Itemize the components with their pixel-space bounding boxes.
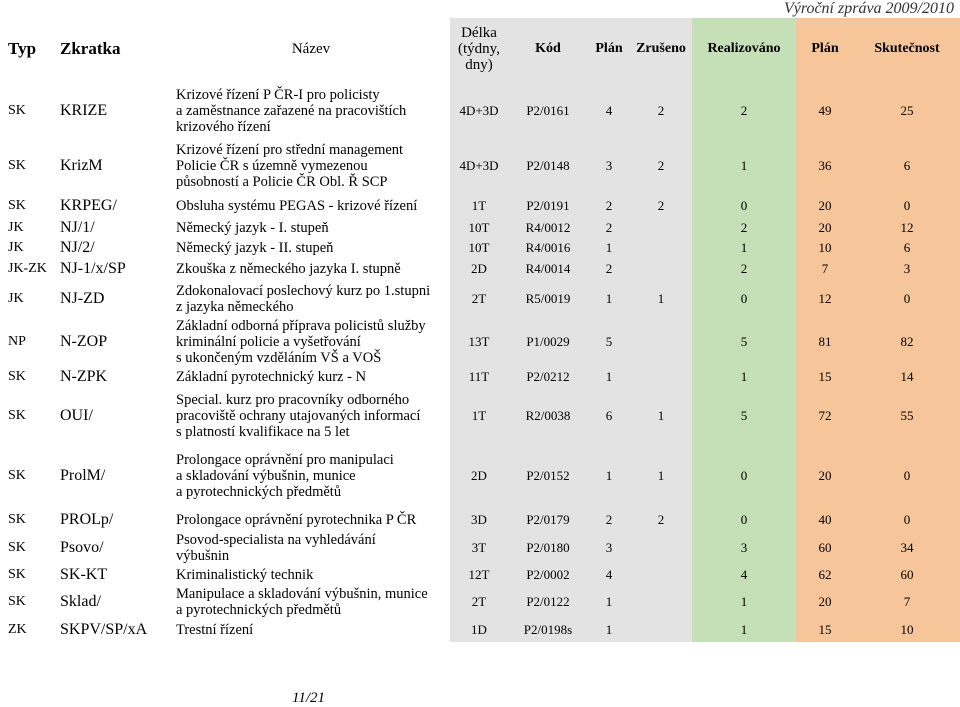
cell-delka: 11T [450, 366, 508, 388]
cell-zkratka: OUI/ [60, 407, 93, 424]
course-name-line: Základní odborná příprava policistů služby [176, 318, 426, 334]
course-name-line: Trestní řízení [176, 622, 254, 638]
cell-zruseno: 2 [630, 80, 692, 142]
cell-delka: 3D [450, 508, 508, 532]
cell-plan: 1 [588, 238, 630, 258]
cell-zkratka: SK-KT [60, 566, 108, 583]
cell-skutecnost: 82 [854, 318, 960, 366]
cell-zkratka: N-ZPK [60, 368, 108, 385]
col-realizovano: Realizováno [692, 18, 796, 80]
cell-delka: 2T [450, 586, 508, 618]
col-plan: Plán [588, 18, 630, 80]
cell-realizovano: 3 [692, 532, 796, 564]
cell-zruseno: 2 [630, 508, 692, 532]
cell-plan: 6 [588, 388, 630, 444]
course-name-line: Krizové řízení pro střední management [176, 142, 404, 158]
cell-zkratka: NJ-1/x/SP [60, 260, 126, 277]
cell-plan: 2 [588, 258, 630, 280]
table-row [0, 318, 960, 366]
table-row [0, 618, 960, 642]
course-name-line: působností a Policie ČR Obl. Ř SCP [176, 174, 388, 190]
col-zruseno: Zrušeno [630, 18, 692, 80]
cell-realizovano: 2 [692, 218, 796, 238]
cell-typ: ZK [8, 622, 27, 637]
cell-zkratka: KRIZE [60, 102, 108, 119]
course-name-line: Krizové řízení P ČR-I pro policisty [176, 87, 380, 103]
cell-plan: 2 [588, 194, 630, 218]
cell-skutecnost: 12 [854, 218, 960, 238]
cell-plan: 1 [588, 280, 630, 318]
cell-realizovano: 2 [692, 80, 796, 142]
cell-nazev [172, 366, 450, 388]
cell-zruseno [630, 586, 692, 618]
cell-skutecnost: 10 [854, 618, 960, 642]
cell-kod: R4/0012 [508, 218, 588, 238]
cell-zkratka: NJ/1/ [60, 219, 95, 236]
cell-delka: 12T [450, 564, 508, 586]
cell-kod: R2/0038 [508, 388, 588, 444]
course-name-line: a skladování výbušnin, munice [176, 468, 356, 484]
cell-nazev [172, 194, 450, 218]
cell-kod: R5/0019 [508, 280, 588, 318]
cell-zkratka: NJ-ZD [60, 290, 105, 307]
cell-delka: 13T [450, 318, 508, 366]
cell-plan: 4 [588, 80, 630, 142]
cell-plan-2: 49 [796, 80, 854, 142]
course-name-line: kriminální policie a vyšetřování [176, 334, 361, 350]
cell-zruseno: 1 [630, 280, 692, 318]
cell-zkratka: KrizM [60, 157, 103, 174]
cell-realizovano: 4 [692, 564, 796, 586]
course-name-line: Německý jazyk - I. stupeň [176, 220, 329, 236]
cell-delka: 1D [450, 618, 508, 642]
cell-typ: SK [8, 540, 26, 555]
table-row [0, 194, 960, 218]
cell-delka: 1T [450, 194, 508, 218]
cell-realizovano: 5 [692, 318, 796, 366]
cell-plan-2: 20 [796, 444, 854, 508]
cell-realizovano: 1 [692, 366, 796, 388]
table-row [0, 444, 960, 508]
annual-report-header: Výroční zpráva 2009/2010 [783, 0, 954, 17]
cell-realizovano: 0 [692, 444, 796, 508]
cell-plan-2: 36 [796, 142, 854, 190]
cell-typ: SK [8, 369, 26, 384]
cell-plan-2: 62 [796, 564, 854, 586]
header-row [0, 18, 960, 80]
course-name-line: Kriminalistický technik [176, 567, 314, 583]
cell-kod: P2/0122 [508, 586, 588, 618]
cell-realizovano: 1 [692, 586, 796, 618]
cell-zkratka: Sklad/ [60, 593, 101, 610]
course-name-line: Zdokonalovací poslechový kurz po 1.stupni [176, 283, 431, 299]
cell-delka: 4D+3D [450, 80, 508, 142]
course-name-line: Základní pyrotechnický kurz - N [176, 369, 367, 385]
col-kod: Kód [508, 18, 588, 80]
cell-nazev [172, 444, 450, 508]
col-zkratka: Zkratka [60, 39, 121, 58]
course-name-line: s platností kvalifikace na 5 let [176, 424, 350, 440]
cell-plan: 3 [588, 142, 630, 190]
course-name-line: a zaměstnance zařazené na pracovištích [176, 103, 407, 119]
cell-delka: 10T [450, 238, 508, 258]
col-nazev: Název [291, 40, 331, 57]
cell-zkratka: N-ZOP [60, 333, 108, 350]
course-name-line: Německý jazyk - II. stupeň [176, 240, 334, 256]
cell-nazev [172, 388, 450, 444]
cell-zkratka: NJ/2/ [60, 239, 95, 256]
cell-zruseno [630, 218, 692, 238]
cell-realizovano: 1 [692, 142, 796, 190]
course-name-line: Psovod-specialista na vyhledávání [176, 532, 376, 548]
cell-kod: P2/0179 [508, 508, 588, 532]
cell-kod: P2/0002 [508, 564, 588, 586]
cell-plan-2: 15 [796, 366, 854, 388]
cell-skutecnost: 60 [854, 564, 960, 586]
cell-kod: R4/0014 [508, 258, 588, 280]
cell-typ: SK [8, 198, 26, 213]
cell-plan: 1 [588, 366, 630, 388]
cell-realizovano: 1 [692, 618, 796, 642]
cell-zruseno: 1 [630, 444, 692, 508]
col-skutecnost: Skutečnost [854, 18, 960, 80]
cell-zruseno [630, 532, 692, 564]
cell-typ: SK [8, 468, 26, 483]
cell-skutecnost: 0 [854, 194, 960, 218]
cell-skutecnost: 14 [854, 366, 960, 388]
cell-skutecnost: 6 [854, 238, 960, 258]
cell-skutecnost: 6 [854, 142, 960, 190]
cell-plan: 2 [588, 508, 630, 532]
cell-nazev [172, 218, 450, 238]
cell-nazev [172, 80, 450, 142]
table-row [0, 532, 960, 564]
cell-zruseno [630, 258, 692, 280]
cell-zruseno [630, 564, 692, 586]
cell-typ: SK [8, 567, 26, 582]
course-name-line: Manipulace a skladování výbušnin, munice [176, 586, 428, 602]
cell-nazev [172, 258, 450, 280]
cell-plan-2: 12 [796, 280, 854, 318]
cell-skutecnost: 34 [854, 532, 960, 564]
cell-skutecnost: 55 [854, 388, 960, 444]
cell-typ: JK [8, 240, 24, 255]
cell-zkratka: KRPEG/ [60, 197, 117, 214]
course-name-line: z jazyka německého [176, 299, 294, 315]
cell-plan-2: 20 [796, 586, 854, 618]
cell-plan-2: 20 [796, 194, 854, 218]
cell-nazev [172, 564, 450, 586]
cell-delka: 2T [450, 280, 508, 318]
cell-kod: P2/0198s [508, 618, 588, 642]
table-row [0, 586, 960, 618]
course-name-line: krizového řízení [176, 119, 271, 135]
table-row [0, 218, 960, 238]
course-name-line: a pyrotechnických předmětů [176, 484, 342, 500]
cell-nazev [172, 508, 450, 532]
cell-realizovano: 0 [692, 194, 796, 218]
cell-typ: JK [8, 220, 24, 235]
cell-delka: 4D+3D [450, 142, 508, 190]
cell-realizovano: 0 [692, 280, 796, 318]
cell-plan-2: 7 [796, 258, 854, 280]
cell-zkratka: SKPV/SP/xA [60, 621, 148, 638]
cell-typ: JK-ZK [8, 261, 47, 276]
cell-skutecnost: 0 [854, 280, 960, 318]
cell-nazev [172, 238, 450, 258]
cell-plan-2: 81 [796, 318, 854, 366]
cell-zruseno [630, 618, 692, 642]
cell-zruseno [630, 238, 692, 258]
cell-plan: 5 [588, 318, 630, 366]
cell-plan: 4 [588, 564, 630, 586]
course-name-line: Special. kurz pro pracovníky odborného [176, 392, 410, 408]
cell-kod: P2/0161 [508, 80, 588, 142]
table-row [0, 258, 960, 280]
cell-kod: P2/0212 [508, 366, 588, 388]
table-row [0, 80, 960, 142]
col-typ: Typ [8, 39, 37, 58]
cell-skutecnost: 0 [854, 444, 960, 508]
cell-zruseno: 2 [630, 142, 692, 190]
col-plan-2: Plán [796, 18, 854, 80]
cell-realizovano: 0 [692, 508, 796, 532]
cell-skutecnost: 0 [854, 508, 960, 532]
table-row [0, 564, 960, 586]
table-row [0, 238, 960, 258]
table-row [0, 388, 960, 444]
cell-kod: P2/0191 [508, 194, 588, 218]
cell-kod: P2/0148 [508, 142, 588, 190]
cell-zruseno: 1 [630, 388, 692, 444]
col-delka: Délka (týdny, dny) [450, 18, 508, 80]
cell-zruseno [630, 318, 692, 366]
cell-nazev [172, 586, 450, 618]
cell-nazev [172, 318, 450, 366]
cell-plan-2: 10 [796, 238, 854, 258]
cell-kod: P2/0152 [508, 444, 588, 508]
course-name-line: Prolongace oprávnění pro manipulaci [176, 452, 394, 468]
course-name-line: Zkouška z německého jazyka I. stupně [176, 261, 401, 277]
cell-plan-2: 60 [796, 532, 854, 564]
cell-kod: R4/0016 [508, 238, 588, 258]
cell-nazev [172, 142, 450, 190]
cell-delka: 1T [450, 388, 508, 444]
course-name-line: Prolongace oprávnění pyrotechnika P ČR [176, 512, 417, 528]
cell-skutecnost: 7 [854, 586, 960, 618]
cell-plan: 3 [588, 532, 630, 564]
cell-typ: SK [8, 594, 26, 609]
cell-delka: 2D [450, 444, 508, 508]
course-name-line: pracoviště ochrany utajovaných informací [176, 408, 421, 424]
cell-zruseno: 2 [630, 194, 692, 218]
cell-delka: 3T [450, 532, 508, 564]
cell-delka: 2D [450, 258, 508, 280]
cell-kod: P1/0029 [508, 318, 588, 366]
table-row [0, 508, 960, 532]
cell-zkratka: PROLp/ [60, 511, 114, 528]
course-table [0, 18, 960, 642]
course-name-line: Policie ČR s územně vymezenou [176, 158, 368, 174]
cell-realizovano: 5 [692, 388, 796, 444]
course-name-line: Obsluha systému PEGAS - krizové řízení [176, 198, 418, 214]
table-row [0, 280, 960, 318]
cell-plan: 1 [588, 586, 630, 618]
cell-typ: SK [8, 103, 26, 118]
cell-plan-2: 40 [796, 508, 854, 532]
cell-realizovano: 1 [692, 238, 796, 258]
cell-plan: 1 [588, 444, 630, 508]
table-row [0, 142, 960, 190]
cell-typ: JK [8, 291, 24, 306]
cell-zkratka: Psovo/ [60, 539, 104, 556]
cell-plan: 1 [588, 618, 630, 642]
course-name-line: a pyrotechnických předmětů [176, 602, 342, 618]
cell-skutecnost: 3 [854, 258, 960, 280]
cell-nazev [172, 618, 450, 642]
cell-plan-2: 20 [796, 218, 854, 238]
cell-zruseno [630, 366, 692, 388]
cell-typ: SK [8, 512, 26, 527]
cell-nazev [172, 532, 450, 564]
cell-typ: SK [8, 408, 26, 423]
table-row [0, 366, 960, 388]
cell-kod: P2/0180 [508, 532, 588, 564]
cell-realizovano: 2 [692, 258, 796, 280]
cell-typ: SK [8, 158, 26, 173]
course-name-line: výbušnin [176, 548, 230, 564]
cell-typ: NP [8, 334, 26, 349]
cell-zkratka: ProlM/ [60, 467, 106, 484]
course-name-line: s ukončeným vzděláním VŠ a VOŠ [176, 350, 382, 366]
cell-skutecnost: 25 [854, 80, 960, 142]
cell-plan-2: 72 [796, 388, 854, 444]
cell-plan: 2 [588, 218, 630, 238]
page-number: 11/21 [292, 690, 326, 706]
cell-delka: 10T [450, 218, 508, 238]
cell-plan-2: 15 [796, 618, 854, 642]
cell-nazev [172, 280, 450, 318]
